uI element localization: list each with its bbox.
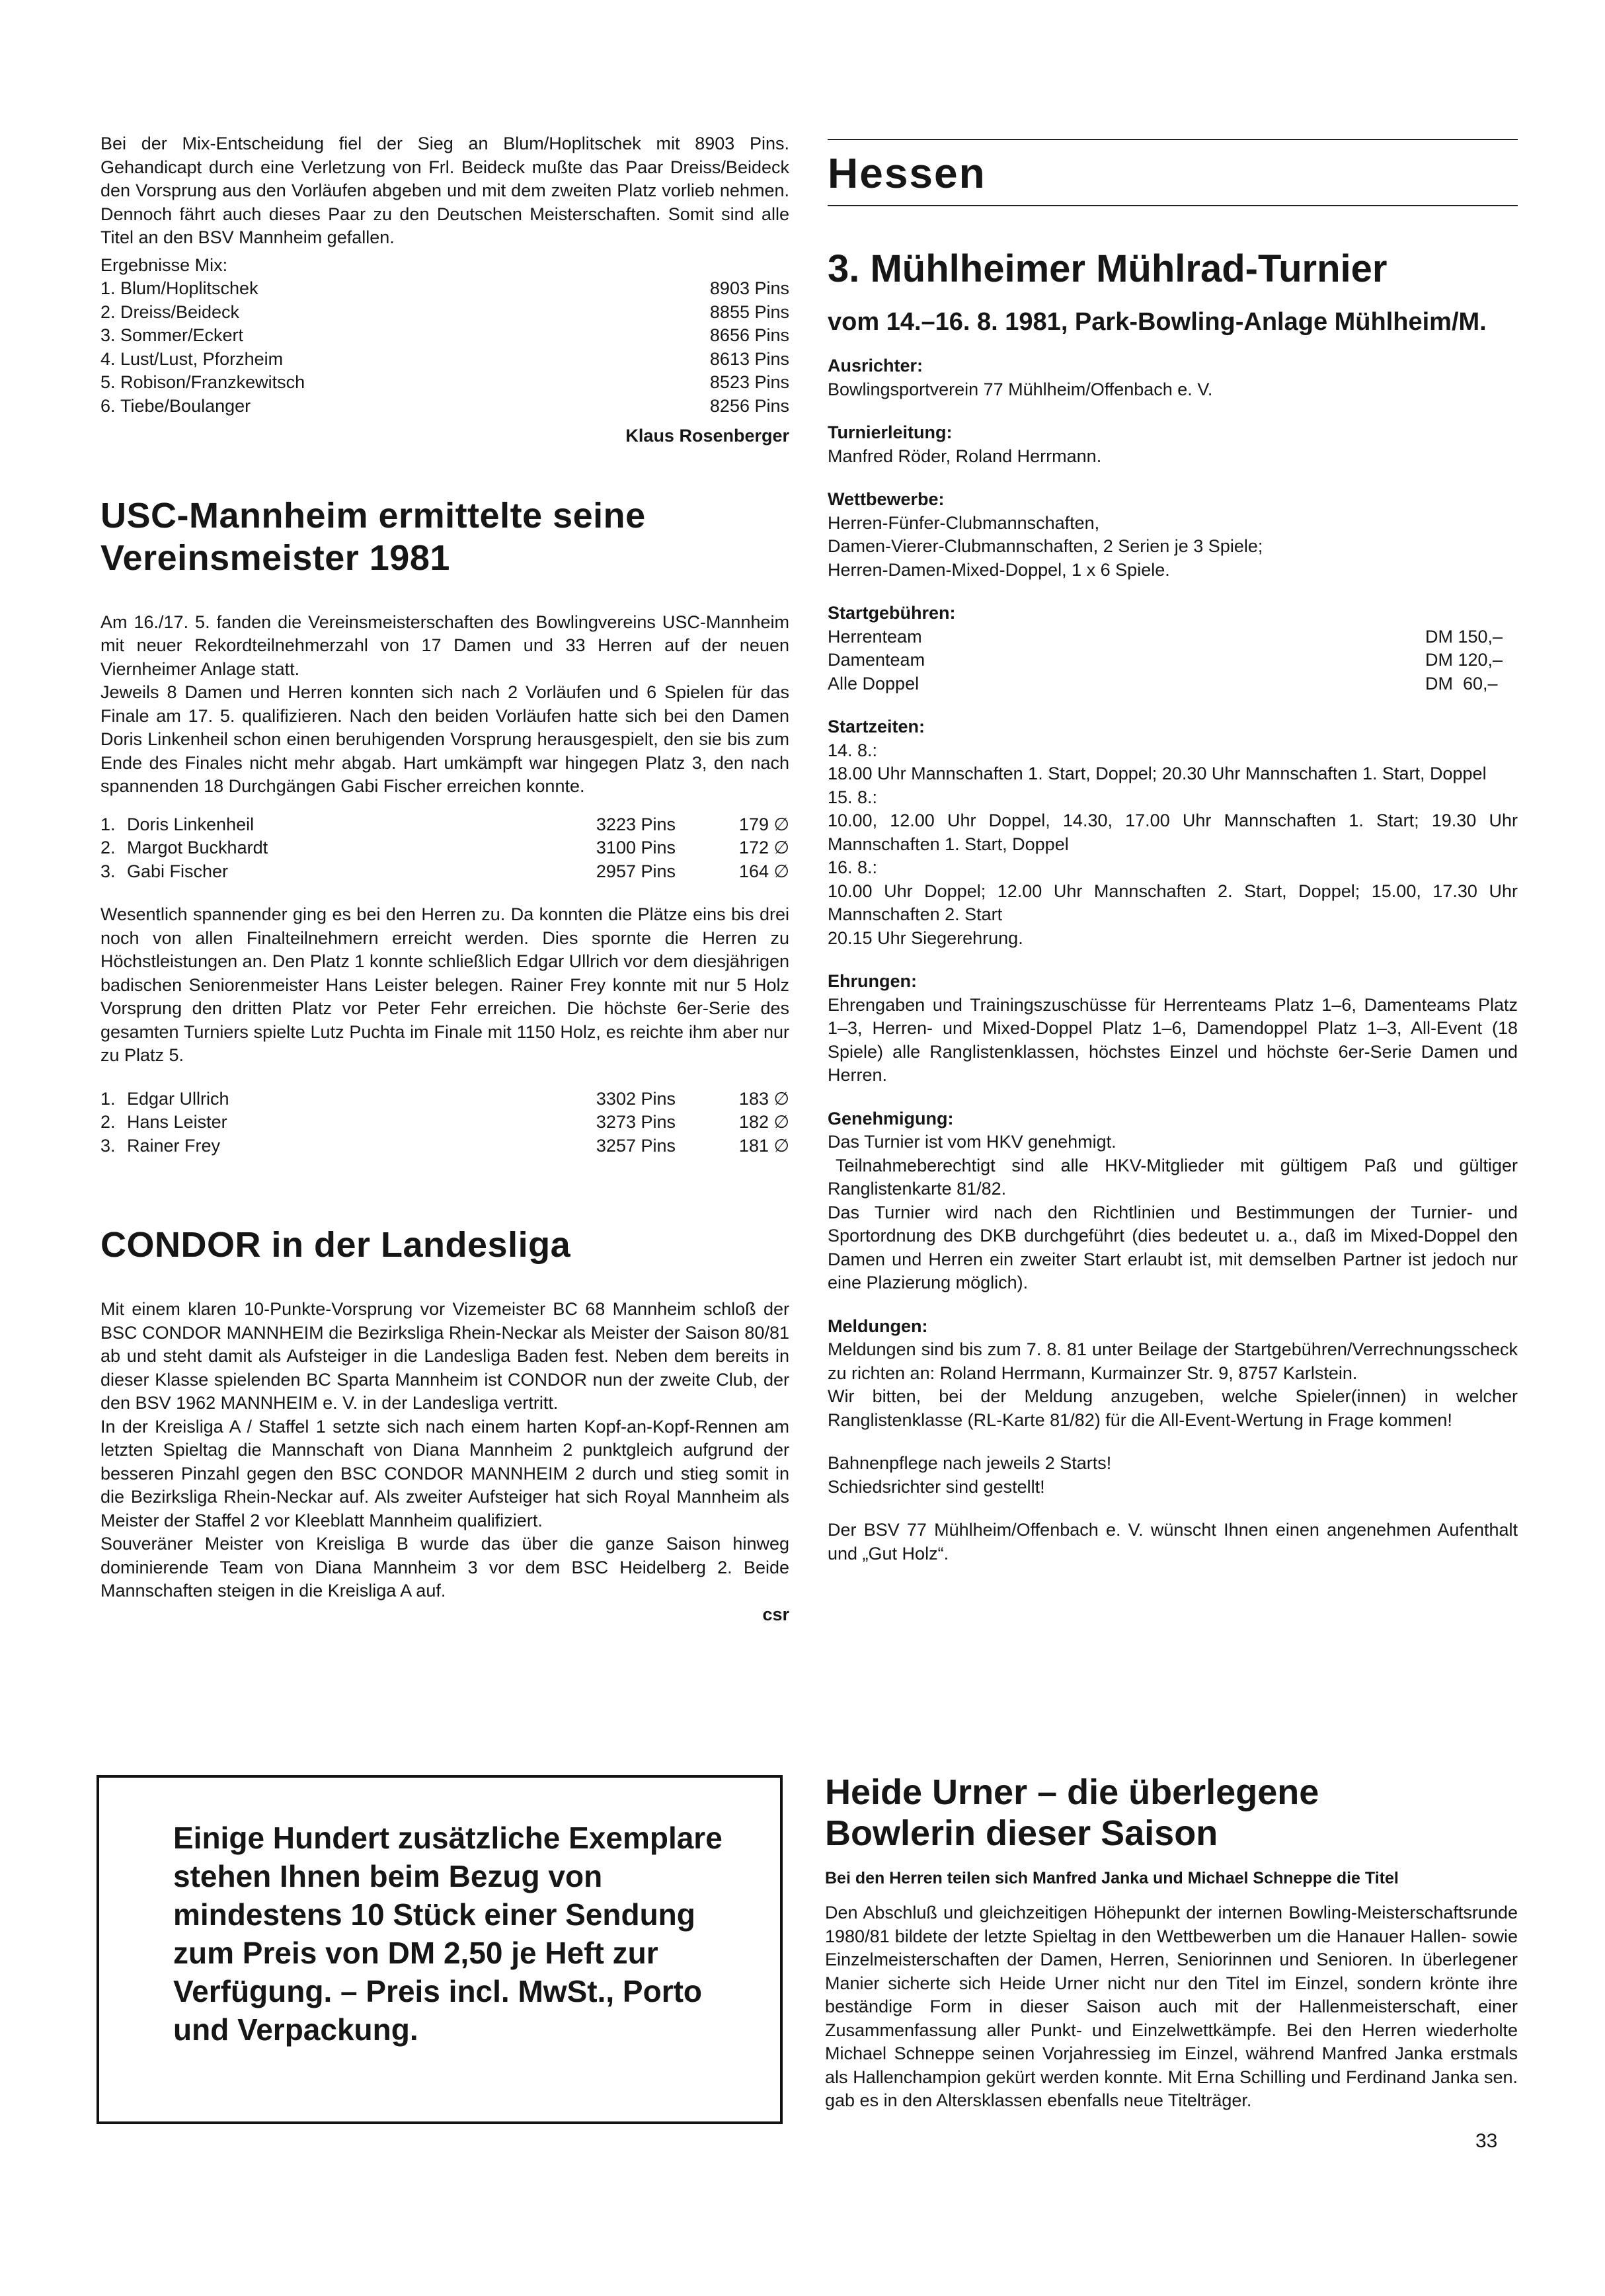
- region-title: Hessen: [828, 149, 986, 197]
- usc-men-results: [100, 1088, 789, 1158]
- entries-label: Meldungen:: [828, 1316, 928, 1336]
- table-row: 2. Hans Leister 3273 Pins 182 ∅: [100, 1112, 789, 1132]
- table-row: 1. Edgar Ullrich 3302 Pins 183 ∅: [100, 1088, 789, 1109]
- fee-row: Alle Doppel DM 60,–: [828, 673, 1498, 693]
- usc-title-line1: USC-Mannheim ermittelte seine: [100, 495, 646, 535]
- list-item: 1. Blum/Hoplitschek 8903 Pins: [100, 278, 789, 298]
- heide-article: [825, 1772, 1518, 2113]
- condor-para-1: Mit einem klaren 10-Punkte-Vorsprung vor Vizemeister BC 68 Mannheim schloß der BSC CONDOR MANNHEIM die Bezirksliga Rhein-Neckar als Meister der Saison 80/81 ab und steht damit als Aufsteiger in die Landesliga Baden fest. Neben dem bereits in dieser Klasse spielenden BC Sparta Mannheim ist CONDOR nun der zweite Club, der den BSV 1962 MANNHEIM e. V. in der Landesliga vertritt.: [100, 1299, 789, 1413]
- heide-title-line2: Bowlerin dieser Saison: [825, 1813, 1218, 1853]
- list-item: 3. Sommer/Eckert 8656 Pins: [100, 325, 789, 345]
- heide-body: Den Abschluß und gleichzeitigen Höhepunkt der internen Bowling-Meisterschaftsrunde 1980/81 bildete der letzte Spieltag in den Wettbewerben um die Hanauer Hallen- sowie Einzelmeisterschaften der Damen, Herren, Seniorinnen und Senioren. In überlegener Manier sicherte sich Heide Urner nicht nur den Titel im Einzel, sondern krönte ihre beständige Form in dieser Saison auch mit der Hallenmeisterschaft, einer Zusammenfassung aller Punkt- und Einzelwettkämpfe. Bei den Herren wiederholte Michael Schneppe seinen Vorjahressieg im Einzel, während Manfred Janka erstmals als Hallenchampion gekürt werden konnte. Mit Erna Schilling und Ferdinand Janka sen. gab es in den Altersklassen ebenfalls neue Titelträger.: [825, 1903, 1518, 2110]
- condor-para-3: Souveräner Meister von Kreisliga B wurde das über die ganze Saison hinweg dominierende Team von Diana Mannheim 3 vor dem BSC Heidelberg 2. Beide Mannschaften steigen in die Kreisliga A auf.: [100, 1534, 789, 1601]
- condor-author: csr: [762, 1604, 789, 1624]
- note-item: Bahnenpflege nach jeweils 2 Starts!: [828, 1453, 1112, 1473]
- honors-label: Ehrungen:: [828, 971, 917, 991]
- usc-women-results: [100, 813, 789, 884]
- competitions-label: Wettbewerbe:: [828, 489, 945, 509]
- page-number: 33: [1475, 2130, 1498, 2152]
- entries-item: Meldungen sind bis zum 7. 8. 81 unter Beilage der Startgebühren/Verrechnungsscheck zu richten an: Roland Herrmann, Kurmainzer Str. 9, 8757 Karlstein.: [828, 1339, 1518, 1383]
- organizer-value: Bowlingsportverein 77 Mühlheim/Offenbach e. V.: [828, 379, 1213, 399]
- table-row: 2. Margot Buckhardt 3100 Pins 172 ∅: [100, 838, 789, 857]
- usc-para-3: Wesentlich spannender ging es bei den Herren zu. Da konnten die Plätze eins bis drei noch von allen Finalteilnehmern erreicht werden. Dies spornte die Herren zu Höchstleistungen an. Den Platz 1 konnte schließlich Edgar Ullrich vor dem diesjährigen badischen Seniorenmeister Hans Leister belegen. Rainer Frey konnte mit nur 5 Holz Vorsprung den dritten Platz vor Peter Fehr erreichen. Die höchste 6er-Serie des gesamten Turniers spielte Lutz Puchta im Finale mit 1150 Holz, es reichte ihm aber nur zu Platz 5.: [100, 904, 789, 1065]
- tournament-subtitle: vom 14.–16. 8. 1981, Park-Bowling-Anlage Mühlheim/M.: [828, 308, 1487, 336]
- condor-para-2: In der Kreisliga A / Staffel 1 setzte sich nach einem harten Kopf-an-Kopf-Rennen am letzten Spieltag die Mannschaft von Diana Mannheim 2 punktgleich aufgrund der besseren Pinzahl gegen den BSC CONDOR MANNHEIM 2 durch und stieg somit in die Bezirksliga Rhein-Neckar auf. Als zweiter Aufsteiger hat sich Royal Mannheim als Meister der Staffel 2 vor Kleeblatt Mannheim qualifiziert.: [100, 1416, 789, 1530]
- approval-label: Genehmigung:: [828, 1108, 954, 1128]
- time-item: 15. 8.:: [828, 787, 878, 807]
- table-row: 3. Rainer Frey 3257 Pins 181 ∅: [100, 1135, 789, 1156]
- top-rule: [828, 139, 1518, 140]
- list-item: 6. Tiebe/Boulanger 8256 Pins: [100, 395, 789, 416]
- organizer-label: Ausrichter:: [828, 356, 923, 376]
- promo-box: [97, 1775, 783, 2124]
- time-item: 18.00 Uhr Mannschaften 1. Start, Doppel; 20.30 Uhr Mannschaften 1. Start, Doppel: [828, 764, 1487, 783]
- note-item: Schiedsrichter sind gestellt!: [828, 1476, 1045, 1497]
- time-item: 16. 8.:: [828, 857, 878, 877]
- time-item: 10.00, 12.00 Uhr Doppel, 14.30, 17.00 Uhr Mannschaften 1. Start; 19.30 Uhr Mannschaften 1. Start, Doppel: [828, 811, 1518, 854]
- heide-lead: Bei den Herren teilen sich Manfred Janka und Michael Schneppe die Titel: [825, 1869, 1399, 1887]
- honors-text: Ehrengaben und Trainingszuschüsse für Herrenteams Platz 1–6, Damenteams Platz 1–3, Herren- und Mixed-Doppel Platz 1–6, Damendoppel Platz 1–3, All-Event (18 Spiele) alle Ranglistenklassen, höchstes Einzel und höchste 6er-Serie Damen und Herren.: [828, 994, 1518, 1085]
- competition-item: Damen-Vierer-Clubmannschaften, 2 Serien je 3 Spiele;: [828, 536, 1263, 556]
- lead-label: Turnierleitung:: [828, 422, 953, 442]
- heide-title-line1: Heide Urner – die überlegene: [825, 1772, 1319, 1812]
- competition-item: Herren-Damen-Mixed-Doppel, 1 x 6 Spiele.: [828, 559, 1170, 580]
- list-item: 5. Robison/Franzkewitsch 8523 Pins: [100, 372, 789, 392]
- tournament-title: 3. Mühlheimer Mühlrad-Turnier: [828, 247, 1388, 290]
- time-item: 20.15 Uhr Siegerehrung.: [828, 928, 1023, 948]
- mix-author: Klaus Rosenberger: [625, 426, 789, 446]
- mix-results-label: Ergebnisse Mix:: [100, 255, 228, 275]
- left-column: [100, 132, 789, 1626]
- approval-item: Das Turnier ist vom HKV genehmigt.: [828, 1132, 1116, 1152]
- entries-item: Wir bitten, bei der Meldung anzugeben, welche Spieler(innen) in welcher Ranglistenklasse (RL-Karte 81/82) für die All-Event-Wertung in Frage kommen!: [828, 1386, 1518, 1430]
- lead-value: Manfred Röder, Roland Herrmann.: [828, 446, 1102, 466]
- approval-item: Das Turnier wird nach den Richtlinien und Bestimmungen der Turnier- und Sportordnung des DKB durchgeführt (dies bedeutet u. a., daß im Mixed-Doppel den Damen und Herren ein zweiter Start erlaubt ist, mit demselben Partner ist jedoch nur eine Plazierung möglich).: [828, 1202, 1518, 1292]
- promo-text: Einige Hundert zusätzliche Exemplare stehen Ihnen beim Bezug von mindestens 10 Stück einer Sendung zum Preis von DM 2,50 je Heft zur Verfügung. – Preis incl. MwSt., Porto und Verpackung.: [173, 1821, 723, 2047]
- right-column: [828, 139, 1518, 1565]
- list-item: 2. Dreiss/Beideck 8855 Pins: [100, 301, 789, 322]
- competition-item: Herren-Fünfer-Clubmannschaften,: [828, 512, 1100, 533]
- time-item: 10.00 Uhr Doppel; 12.00 Uhr Mannschaften 2. Start, Doppel; 15.00, 17.30 Uhr Mannschaften 2. Start: [828, 881, 1518, 924]
- fee-row: Herrenteam DM 150,–: [828, 626, 1503, 647]
- fees-label: Startgebühren:: [828, 603, 956, 623]
- table-row: 3. Gabi Fischer 2957 Pins 164 ∅: [100, 861, 789, 881]
- usc-para-2: Jeweils 8 Damen und Herren konnten sich nach 2 Vorläufen und 6 Spielen für das Finale am 17. 5. qualifizieren. Nach den beiden Vorläufen hatte sich bei den Damen Doris Linkenheil schon einen beruhigenden Vorsprung herausgespielt, den sie bis zum Ende des Finales nicht mehr abgab. Hart umkämpft war hingegen Platz 3, den nach spannenden 18 Durchgängen Gabi Fischer erreichen konnte.: [100, 682, 789, 796]
- mix-intro: Bei der Mix-Entscheidung fiel der Sieg an Blum/Hoplitschek mit 8903 Pins. Gehandicapt durch eine Verletzung von Frl. Beideck mußte das Paar Dreiss/Beideck den Vorsprung aus den Vorläufen abgeben und mit dem zweiten Platz vorlieb nehmen. Dennoch fährt auch dieses Paar zu den Deutschen Meisterschaften. Somit sind alle Titel an den BSV Mannheim gefallen.: [100, 134, 789, 247]
- closing-text: Der BSV 77 Mühlheim/Offenbach e. V. wünscht Ihnen einen angenehmen Aufenthalt und „Gut Holz“.: [828, 1520, 1518, 1564]
- time-item: 14. 8.:: [828, 740, 878, 760]
- list-item: 4. Lust/Lust, Pforzheim 8613 Pins: [100, 348, 789, 369]
- times-label: Startzeiten:: [828, 717, 925, 736]
- table-row: 1. Doris Linkenheil 3223 Pins 179 ∅: [100, 814, 789, 834]
- condor-title: CONDOR in der Landesliga: [100, 1225, 571, 1265]
- fee-row: Damenteam DM 120,–: [828, 650, 1503, 670]
- usc-para-1: Am 16./17. 5. fanden die Vereinsmeisterschaften des Bowlingvereins USC-Mannheim mit neuer Rekordteilnehmerzahl von 17 Damen und 33 Herren auf der neuen Viernheimer Anlage statt.: [100, 612, 789, 679]
- approval-item: Teilnahmeberechtigt sind alle HKV-Mitglieder mit gültigem Paß und gültiger Ranglistenkarte 81/82.: [828, 1155, 1518, 1199]
- mix-results-list: [100, 277, 789, 418]
- usc-title-line2: Vereinsmeister 1981: [100, 537, 450, 578]
